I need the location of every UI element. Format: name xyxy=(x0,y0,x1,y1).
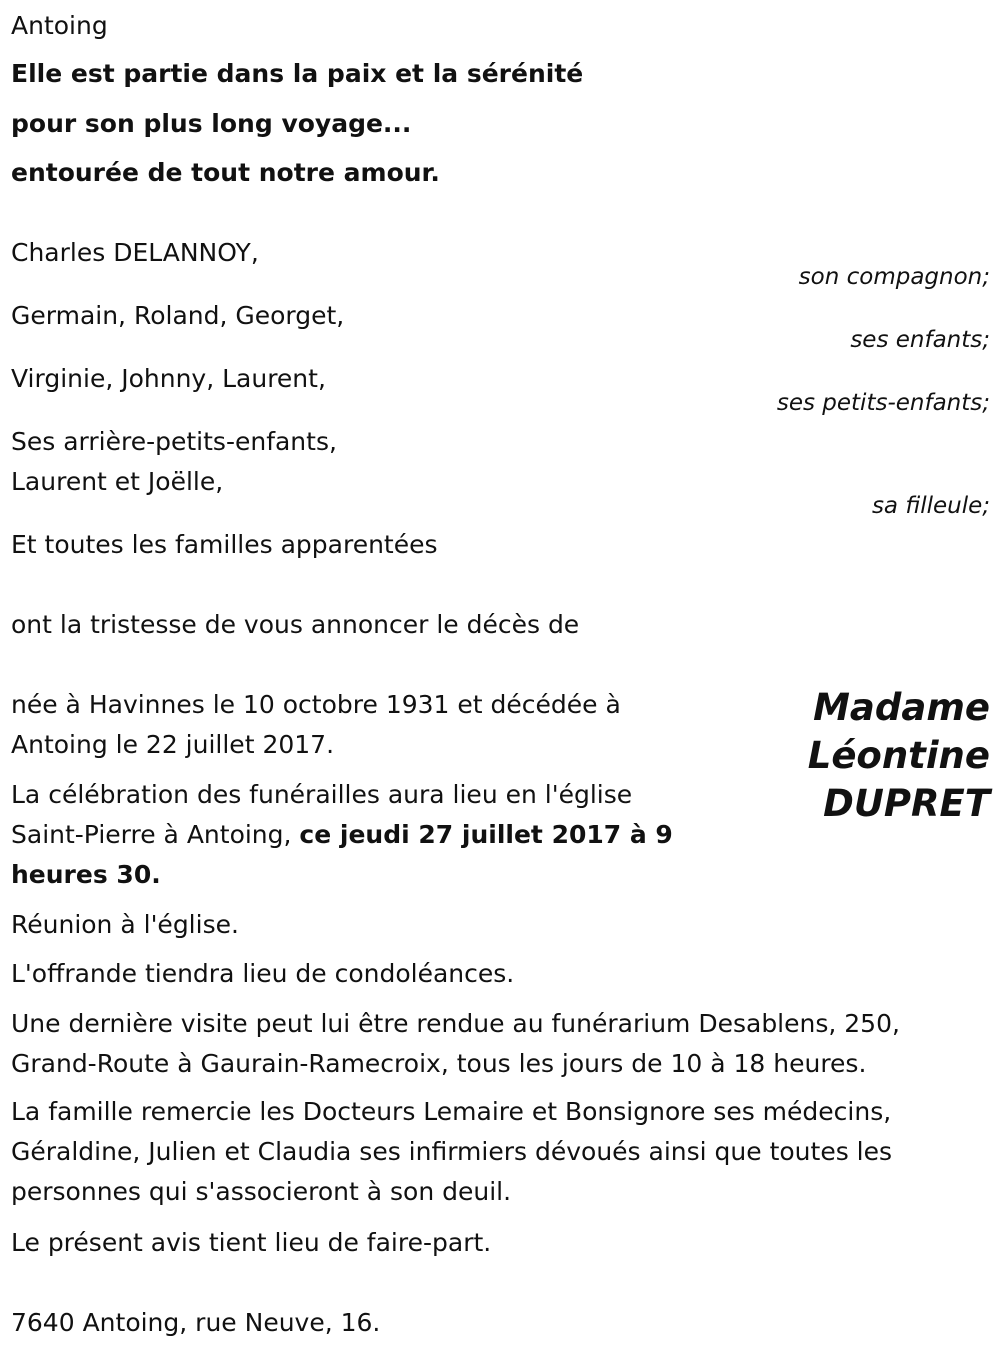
family-role: ses enfants; xyxy=(850,327,990,353)
poem-line-1: Elle est partie dans la paix et la sérénité xyxy=(11,59,584,88)
deceased-last-name: DUPRET xyxy=(823,782,990,825)
visit-text: Une dernière visite peut lui être rendue au funérarium Desablens, 250, Grand-Route à Gaurain-Ramecroix, tous les jours de 10 à 18 heures. xyxy=(11,1009,900,1078)
poem-line-3: entourée de tout notre amour. xyxy=(11,158,440,187)
funeral-intro: La célébration des funérailles aura lieu en l'église Saint-Pierre à Antoing, xyxy=(11,780,633,849)
funeral-paragraph xyxy=(11,775,676,895)
family-names: Germain, Roland, Georget, xyxy=(11,301,345,330)
offering-text: L'offrande tiendra lieu de condoléances. xyxy=(11,959,515,988)
notice-text: Le présent avis tient lieu de faire-part. xyxy=(11,1228,492,1257)
family-role: son compagnon; xyxy=(798,264,990,290)
birth-death-text: née à Havinnes le 10 octobre 1931 et décédée à Antoing le 22 juillet 2017. xyxy=(11,690,621,759)
deceased-name xyxy=(808,684,990,828)
funeral-datetime: ce jeudi 27 juillet 2017 à 9 heures 30. xyxy=(11,820,673,889)
deceased-title: Madame xyxy=(813,686,990,729)
family-names: Ses arrière-petits-enfants, xyxy=(11,427,337,456)
family-role: ses petits-enfants; xyxy=(776,390,990,416)
family-role: sa filleule; xyxy=(871,493,990,519)
family-names: Charles DELANNOY, xyxy=(11,238,259,267)
meeting-text: Réunion à l'église. xyxy=(11,910,239,939)
poem-line-2: pour son plus long voyage... xyxy=(11,109,412,138)
town-heading: Antoing xyxy=(11,11,108,40)
deceased-first-name: Léontine xyxy=(807,734,990,777)
thanks-text: La famille remercie les Docteurs Lemaire et Bonsignore ses médecins, Géraldine, Julien et Claudia ses infirmiers dévoués ainsi que toutes les personnes qui s'associeront à son deuil. xyxy=(11,1097,893,1206)
family-names: Laurent et Joëlle, xyxy=(11,467,224,496)
family-names: Et toutes les familles apparentées xyxy=(11,530,438,559)
announcement: ont la tristesse de vous annoncer le décès de xyxy=(11,610,580,639)
family-names: Virginie, Johnny, Laurent, xyxy=(11,364,326,393)
address-text: 7640 Antoing, rue Neuve, 16. xyxy=(11,1308,381,1337)
